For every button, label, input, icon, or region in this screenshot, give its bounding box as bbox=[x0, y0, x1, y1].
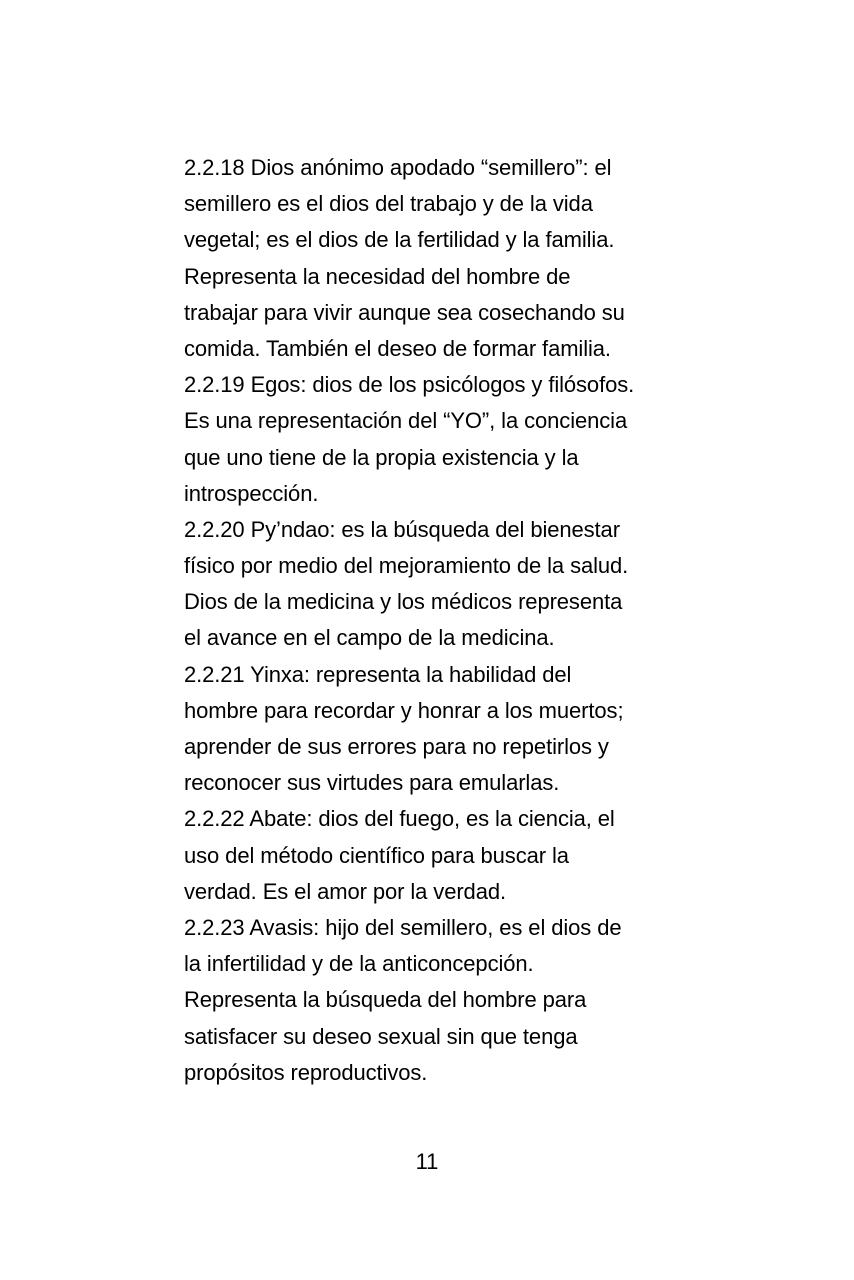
text-line: comida. También el deseo de formar familia. bbox=[184, 335, 611, 361]
text-line: trabajar para vivir aunque sea cosechando su bbox=[184, 299, 625, 325]
text-line: Dios de la medicina y los médicos representa bbox=[184, 589, 623, 615]
text-line: hombre para recordar y honrar a los muertos; bbox=[184, 697, 624, 723]
text-line: 2.2.21 Yinxa: representa la habilidad del bbox=[184, 661, 572, 687]
text-line: Representa la necesidad del hombre de bbox=[184, 263, 571, 289]
text-line: 2.2.18 Dios anónimo apodado “semillero”: el bbox=[184, 155, 612, 180]
text-line: semillero es el dios del trabajo y de la vida bbox=[184, 191, 593, 217]
text-line: 2.2.20 Py’ndao: es la búsqueda del bienestar bbox=[184, 516, 620, 542]
text-line: satisfacer su deseo sexual sin que tenga bbox=[184, 1023, 578, 1049]
text-line: reconocer sus virtudes para emularlas. bbox=[184, 770, 560, 796]
text-line: el avance en el campo de la medicina. bbox=[184, 625, 555, 651]
body-text bbox=[184, 150, 684, 1091]
text-line: vegetal; es el dios de la fertilidad y la familia. bbox=[184, 227, 615, 253]
text-line: 2.2.23 Avasis: hijo del semillero, es el dios de bbox=[184, 914, 622, 940]
text-line: introspección. bbox=[184, 480, 319, 506]
page-number: 11 bbox=[415, 1149, 439, 1174]
text-line: verdad. Es el amor por la verdad. bbox=[184, 878, 506, 904]
text-line: propósitos reproductivos. bbox=[184, 1059, 428, 1085]
text-line: que uno tiene de la propia existencia y la bbox=[184, 444, 579, 470]
text-line: 2.2.19 Egos: dios de los psicólogos y filósofos. bbox=[184, 372, 635, 398]
text-line: físico por medio del mejoramiento de la salud. bbox=[184, 553, 629, 579]
text-line: 2.2.22 Abate: dios del fuego, es la ciencia, el bbox=[184, 806, 615, 832]
text-line: la infertilidad y de la anticoncepción. bbox=[184, 951, 534, 977]
text-line: Representa la búsqueda del hombre para bbox=[184, 987, 587, 1013]
text-line: uso del método científico para buscar la bbox=[184, 842, 569, 868]
text-line: aprender de sus errores para no repetirlos y bbox=[184, 734, 609, 759]
text-line: Es una representación del “YO”, la conciencia bbox=[184, 408, 628, 434]
